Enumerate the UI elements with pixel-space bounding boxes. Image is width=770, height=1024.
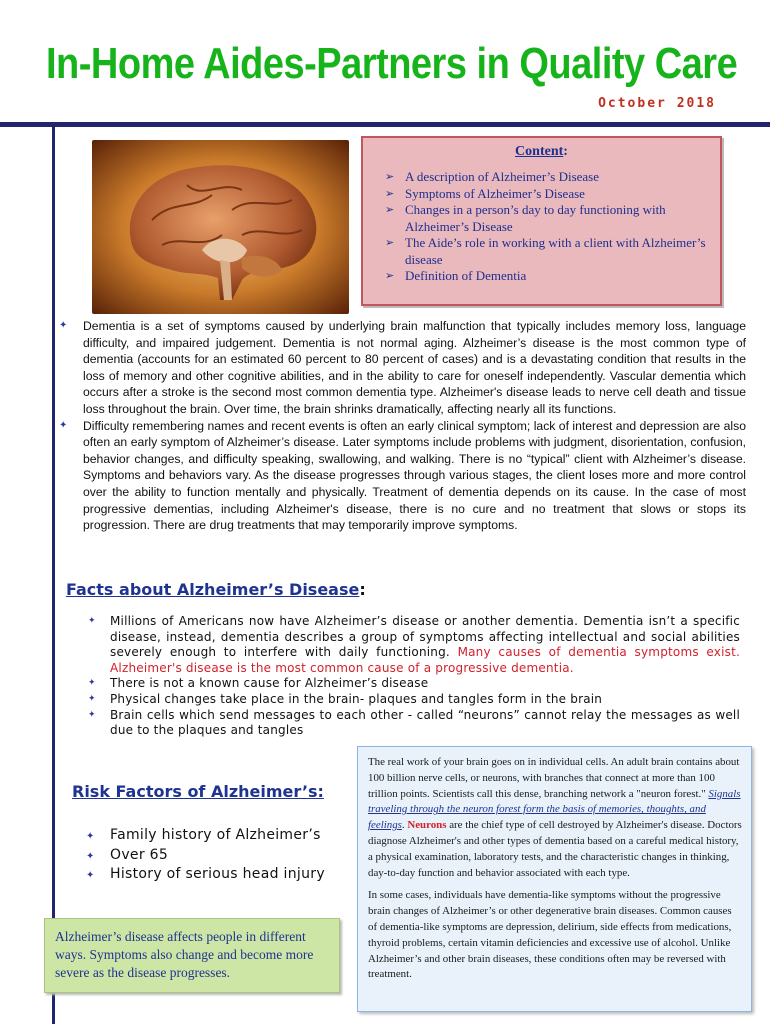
- info-paragraph: The real work of your brain goes on in individual cells. An adult brain contains about 100 billion nerve cells, or neurons, with branches that connect at more than 100 trillion points. Scientists call this dense, branching network a "neuron forest." Signals traveling through the neuron forest form the basis of memories, thoughts, and feelings. Neurons are the chief type of cell destroyed by Alzheimer's disease. Doctors diagnose Alzheimer's and other types of dementia based on a careful medical history, a physical examination, laboratory tests, and the characteristic changes in thinking, day-to-day function and behavior associated with each type.: [368, 756, 742, 879]
- header-rule: [0, 122, 770, 127]
- list-item: ➢ The Aide’s role in working with a client with Alzheimer’s disease: [385, 235, 720, 268]
- content-title: Content:: [515, 144, 568, 159]
- newsletter-title: In-Home Aides-Partners in Quality Care: [46, 40, 738, 89]
- info-paragraph: In some cases, individuals have dementia-like symptoms without the progressive brain changes of Alzheimer’s or other degenerative brain diseases. Common causes of dementia-like symptoms are depression, delirium, side effects from medications, thyroid problems, certain vitamin deficiencies and excessive use of alcohol. Unlike Alzheimer’s and other brain diseases, these conditions often may be reversed with treatment.: [368, 889, 732, 981]
- facts-list: [88, 614, 740, 739]
- list-item: ✦ Family history of Alzheimer’s: [86, 826, 325, 846]
- brain-image: [92, 140, 349, 314]
- left-margin-rule: [52, 127, 55, 1024]
- intro-section: [62, 318, 746, 534]
- facts-heading: Facts about Alzheimer’s Disease:: [66, 580, 366, 599]
- list-item: ✦ History of serious head injury: [86, 865, 325, 885]
- list-item: ➢ Symptoms of Alzheimer’s Disease: [385, 186, 720, 203]
- neuron-forest-link: Signals traveling through the neuron forest form the basis of memories, thoughts, and feelings: [368, 787, 741, 832]
- list-item: ✦ Physical changes take place in the brain- plaques and tangles form in the brain: [88, 692, 740, 708]
- list-item: ➢ A description of Alzheimer’s Disease: [385, 169, 720, 186]
- list-item: ➢ Changes in a person’s day to day functioning with Alzheimer’s Disease: [385, 202, 720, 235]
- callout-text: Alzheimer’s disease affects people in different ways. Symptoms also change and become more severe as the disease progresses.: [55, 929, 314, 980]
- list-item: ✦ Brain cells which send messages to each other - called “neurons” cannot relay the messages as well due to the plaques and tangles: [88, 708, 740, 739]
- list-item: ✦ Over 65: [86, 846, 325, 866]
- list-item: ✦ Millions of Americans now have Alzheimer’s disease or another dementia. Dementia isn’t a specific disease, instead, dementia describes a group of symptoms affecting intellectual and social abilities severely enough to interfere with daily functioning. Many causes of dementia symptoms exist. Alzheimer's disease is the most common cause of a progressive dementia.: [88, 614, 740, 676]
- content-list: [385, 169, 720, 285]
- risk-heading: Risk Factors of Alzheimer’s:: [72, 782, 324, 801]
- info-sidebar: [357, 746, 752, 1012]
- intro-paragraph: ✦ Difficulty remembering names and recent events is often an early clinical symptom; lack of interest and depression are also often an early symptom of Alzheimer’s disease. Later symptoms include problems with judgment, disorientation, confusion, behavior changes, and difficulty speaking, swallowing, and walking. There is no “typical” client with Alzheimer’s disease. Symptoms and behaviors vary. As the disease progresses through various stages, the client loses more and more control over the ability to function mentally and physically. Treatment of dementia depends on its cause. In the case of most progressive dementias, including Alzheimer's disease, there is no cure and no treatment that slows or stops its progression. There are drug treatments that may temporarily improve symptoms.: [62, 418, 746, 534]
- risk-list: [86, 826, 325, 885]
- list-item: ✦ There is not a known cause for Alzheimer’s disease: [88, 676, 740, 692]
- callout-box: [44, 918, 340, 993]
- issue-date: October 2018: [598, 96, 716, 111]
- list-item: ➢ Definition of Dementia: [385, 268, 720, 285]
- intro-paragraph: ✦ Dementia is a set of symptoms caused by underlying brain malfunction that typically includes memory loss, language difficulty, and impaired judgement. Dementia is not normal aging. Alzheimer’s disease is the most common type of dementia (accounts for an estimated 60 percent to 80 percent of cases) and is a devastating condition that results in the loss of memory and other cognitive abilities, and in the ability to care for oneself independently. Vascular dementia which occurs after a stroke is the second most common dementia type. Alzheimer's disease leads to nerve cell death and tissue loss throughout the brain. Over time, the brain shrinks dramatically, affecting nearly all its functions.: [62, 318, 746, 418]
- content-box: [361, 136, 722, 306]
